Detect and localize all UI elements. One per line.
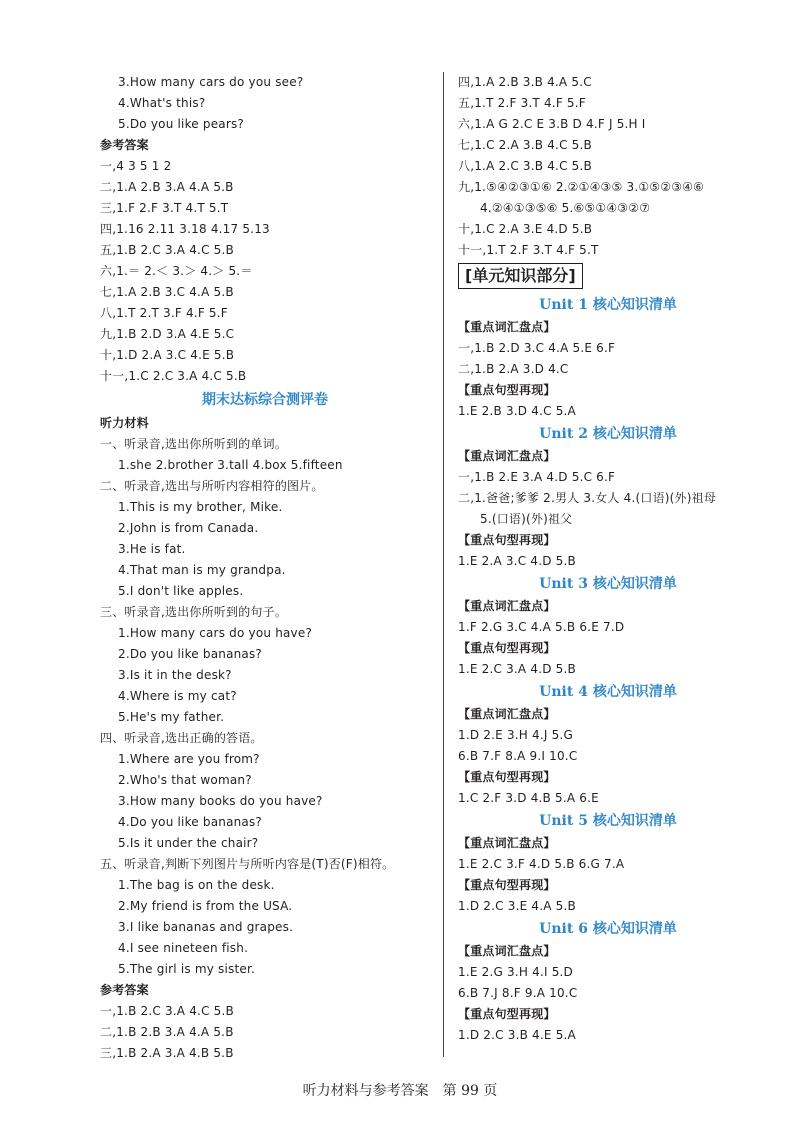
sentence-heading: 【重点句型再现】 <box>458 641 556 655</box>
answer-line: 十一,1.C 2.C 3.A 4.C 5.B <box>100 369 247 383</box>
list-item: 1.This is my brother, Mike. <box>118 500 283 514</box>
section-title: 一、听录音,选出你所听到的单词。 <box>100 437 288 451</box>
answer-line: 十一,1.T 2.F 3.T 4.F 5.T <box>458 243 599 257</box>
left-column <box>100 72 430 1064</box>
vocab-heading: 【重点词汇盘点】 <box>458 320 556 334</box>
list-item: 3.How many cars do you see? <box>118 75 304 89</box>
answer-line: 三,1.F 2.F 3.T 4.T 5.T <box>100 201 229 215</box>
list-item: 1.The bag is on the desk. <box>118 878 275 892</box>
vocab-heading: 【重点词汇盘点】 <box>458 707 556 721</box>
unit-title: Unit 3 核心知识清单 <box>539 576 677 592</box>
answer-line: 七,1.A 2.B 3.C 4.A 5.B <box>100 285 234 299</box>
answer-line: 一,1.B 2.E 3.A 4.D 5.C 6.F <box>458 470 616 484</box>
answer-line: 一,1.B 2.D 3.C 4.A 5.E 6.F <box>458 341 616 355</box>
answer-line: 四,1.16 2.11 3.18 4.17 5.13 <box>100 222 270 236</box>
section-title: 三、听录音,选出你所听到的句子。 <box>100 605 288 619</box>
list-item: 3.How many books do you have? <box>118 794 323 808</box>
answer-line: 6.B 7.F 8.A 9.I 10.C <box>458 749 578 763</box>
answer-line: 1.E 2.B 3.D 4.C 5.A <box>458 404 576 418</box>
unit-section-title: [单元知识部分] <box>458 263 583 289</box>
sentence-heading: 【重点句型再现】 <box>458 383 556 397</box>
list-item: 2.John is from Canada. <box>118 521 259 535</box>
list-item: 4.Where is my cat? <box>118 689 237 703</box>
section-title: 四、听录音,选出正确的答语。 <box>100 731 263 745</box>
sentence-heading: 【重点句型再现】 <box>458 533 556 547</box>
sentence-heading: 【重点句型再现】 <box>458 878 556 892</box>
answer-line: 十,1.C 2.A 3.E 4.D 5.B <box>458 222 593 236</box>
right-column <box>458 72 758 1046</box>
answer-line: 二,1.爸爸;爹爹 2.男人 3.女人 4.(口语)(外)祖母 <box>458 491 717 505</box>
list-item: 3.Is it in the desk? <box>118 668 232 682</box>
answer-line: 5.(口语)(外)祖父 <box>480 512 573 526</box>
list-item: 4.What's this? <box>118 96 206 110</box>
unit-title: Unit 1 核心知识清单 <box>539 297 677 313</box>
list-item: 2.Do you like bananas? <box>118 647 263 661</box>
list-item: 5.Is it under the chair? <box>118 836 259 850</box>
list-item: 1.Where are you from? <box>118 752 260 766</box>
list-item: 5.The girl is my sister. <box>118 962 255 976</box>
page-footer: 听力材料与参考答案 第 99 页 <box>302 1083 498 1099</box>
answer-line: 1.D 2.E 3.H 4.J 5.G <box>458 728 573 742</box>
vocab-heading: 【重点词汇盘点】 <box>458 449 556 463</box>
vocab-heading: 【重点词汇盘点】 <box>458 836 556 850</box>
vocab-heading: 【重点词汇盘点】 <box>458 944 556 958</box>
answer-line: 六,1.A G 2.C E 3.B D 4.F J 5.H I <box>458 117 646 131</box>
answer-line: 九,1.B 2.D 3.A 4.E 5.C <box>100 327 235 341</box>
answer-line: 1.C 2.F 3.D 4.B 5.A 6.E <box>458 791 599 805</box>
unit-title: Unit 6 核心知识清单 <box>539 921 677 937</box>
answer-line: 五,1.B 2.C 3.A 4.C 5.B <box>100 243 234 257</box>
list-item: 5.Do you like pears? <box>118 117 245 131</box>
answers-heading: 参考答案 <box>100 983 149 997</box>
unit-title: Unit 5 核心知识清单 <box>539 813 677 829</box>
list-item: 5.He's my father. <box>118 710 225 724</box>
answer-line: 一,1.B 2.C 3.A 4.C 5.B <box>100 1004 234 1018</box>
unit-title: Unit 2 核心知识清单 <box>539 426 677 442</box>
list-item: 3.I like bananas and grapes. <box>118 920 294 934</box>
answer-line: 九,1.⑤④②③①⑥ 2.②①④③⑤ 3.①⑤②③④⑥ <box>458 180 705 194</box>
sentence-heading: 【重点句型再现】 <box>458 770 556 784</box>
answer-line: 四,1.A 2.B 3.B 4.A 5.C <box>458 75 592 89</box>
answer-line: 1.E 2.A 3.C 4.D 5.B <box>458 554 576 568</box>
answer-line: 三,1.B 2.A 3.A 4.B 5.B <box>100 1046 234 1060</box>
answers-heading: 参考答案 <box>100 138 149 152</box>
answer-line: 1.D 2.C 3.E 4.A 5.B <box>458 899 576 913</box>
list-item: 1.she 2.brother 3.tall 4.box 5.fifteen <box>118 458 343 472</box>
answer-line: 十,1.D 2.A 3.C 4.E 5.B <box>100 348 235 362</box>
answer-line: 二,1.B 2.A 3.D 4.C <box>458 362 569 376</box>
list-item: 5.I don't like apples. <box>118 584 244 598</box>
answer-line: 1.E 2.C 3.A 4.D 5.B <box>458 662 576 676</box>
answer-line: 五,1.T 2.F 3.T 4.F 5.F <box>458 96 586 110</box>
answer-line: 1.E 2.C 3.F 4.D 5.B 6.G 7.A <box>458 857 625 871</box>
list-item: 4.That man is my grandpa. <box>118 563 286 577</box>
column-divider <box>443 72 444 1057</box>
list-item: 2.My friend is from the USA. <box>118 899 293 913</box>
answer-line: 4.②④①③⑤⑥ 5.⑥⑤①④③②⑦ <box>480 201 651 215</box>
list-item: 1.How many cars do you have? <box>118 626 313 640</box>
answer-line: 一,4 3 5 1 2 <box>100 159 172 173</box>
list-item: 4.Do you like bananas? <box>118 815 263 829</box>
section-title: 五、听录音,判断下列图片与所听内容是(T)否(F)相符。 <box>100 857 395 871</box>
answer-line: 七,1.C 2.A 3.B 4.C 5.B <box>458 138 592 152</box>
list-item: 4.I see nineteen fish. <box>118 941 249 955</box>
listening-heading: 听力材料 <box>100 416 149 430</box>
vocab-heading: 【重点词汇盘点】 <box>458 599 556 613</box>
section-title: 二、听录音,选出与所听内容相符的图片。 <box>100 479 324 493</box>
sentence-heading: 【重点句型再现】 <box>458 1007 556 1021</box>
list-item: 3.He is fat. <box>118 542 186 556</box>
answer-line: 6.B 7.J 8.F 9.A 10.C <box>458 986 578 1000</box>
answer-line: 1.D 2.C 3.B 4.E 5.A <box>458 1028 576 1042</box>
answer-line: 1.E 2.G 3.H 4.I 5.D <box>458 965 573 979</box>
list-item: 2.Who's that woman? <box>118 773 252 787</box>
answer-line: 八,1.A 2.C 3.B 4.C 5.B <box>458 159 592 173</box>
answer-line: 二,1.A 2.B 3.A 4.A 5.B <box>100 180 234 194</box>
exam-title: 期末达标综合测评卷 <box>202 392 328 408</box>
answer-line: 六,1.＝ 2.＜ 3.＞ 4.＞ 5.＝ <box>100 264 253 278</box>
answer-line: 八,1.T 2.T 3.F 4.F 5.F <box>100 306 228 320</box>
unit-title: Unit 4 核心知识清单 <box>539 684 677 700</box>
answer-line: 1.F 2.G 3.C 4.A 5.B 6.E 7.D <box>458 620 625 634</box>
unit-section-title-wrap <box>458 261 758 293</box>
answer-line: 二,1.B 2.B 3.A 4.A 5.B <box>100 1025 234 1039</box>
